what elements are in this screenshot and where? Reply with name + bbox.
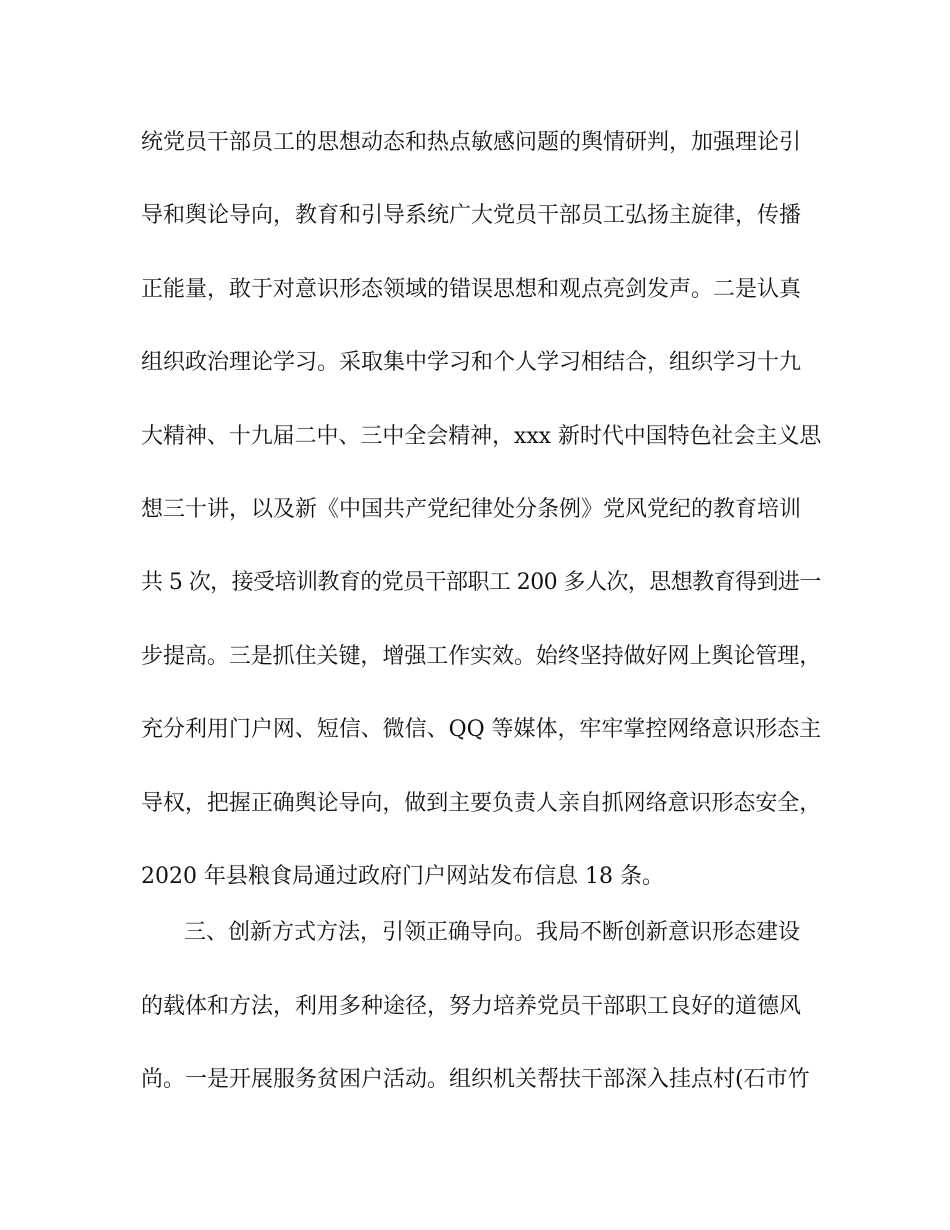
text-line: 大精神、十九届二中、三中全会精神，xxx 新时代中国特色社会主义思: [141, 424, 822, 449]
paragraph-start-line: 三、创新方式方法，引领正确导向。我局不断创新意识形态建设: [184, 920, 801, 945]
text-line: 想三十讲，以及新《中国共产党纪律处分条例》党风党纪的教育培训: [141, 497, 802, 522]
text-line: 充分利用门户网、短信、微信、QQ 等媒体，牢牢掌控网络意识形态主: [141, 717, 822, 742]
text-line: 组织政治理论学习。采取集中学习和个人学习相结合，组织学习十九: [141, 350, 802, 375]
text-line: 统党员干部员工的思想动态和热点敏感问题的舆情研判，加强理论引: [141, 130, 802, 155]
text-line: 的载体和方法，利用多种途径，努力培养党员干部职工良好的道德风: [141, 994, 802, 1019]
text-line: 2020 年县粮食局通过政府门户网站发布信息 18 条。: [141, 864, 664, 889]
text-line: 正能量，敢于对意识形态领域的错误思想和观点亮剑发声。二是认真: [141, 277, 802, 302]
text-line: 导和舆论导向，教育和引导系统广大党员干部员工弘扬主旋律，传播: [141, 203, 802, 228]
text-line: 尚。一是开展服务贫困户活动。组织机关帮扶干部深入挂点村(石市竹: [141, 1067, 810, 1092]
text-line: 步提高。三是抓住关键，增强工作实效。始终坚持做好网上舆论管理，: [141, 644, 822, 669]
text-line: 导权，把握正确舆论导向，做到主要负责人亲自抓网络意识形态安全，: [141, 791, 822, 816]
text-line: 共 5 次，接受培训教育的党员干部职工 200 多人次，思想教育得到进一: [141, 570, 821, 595]
